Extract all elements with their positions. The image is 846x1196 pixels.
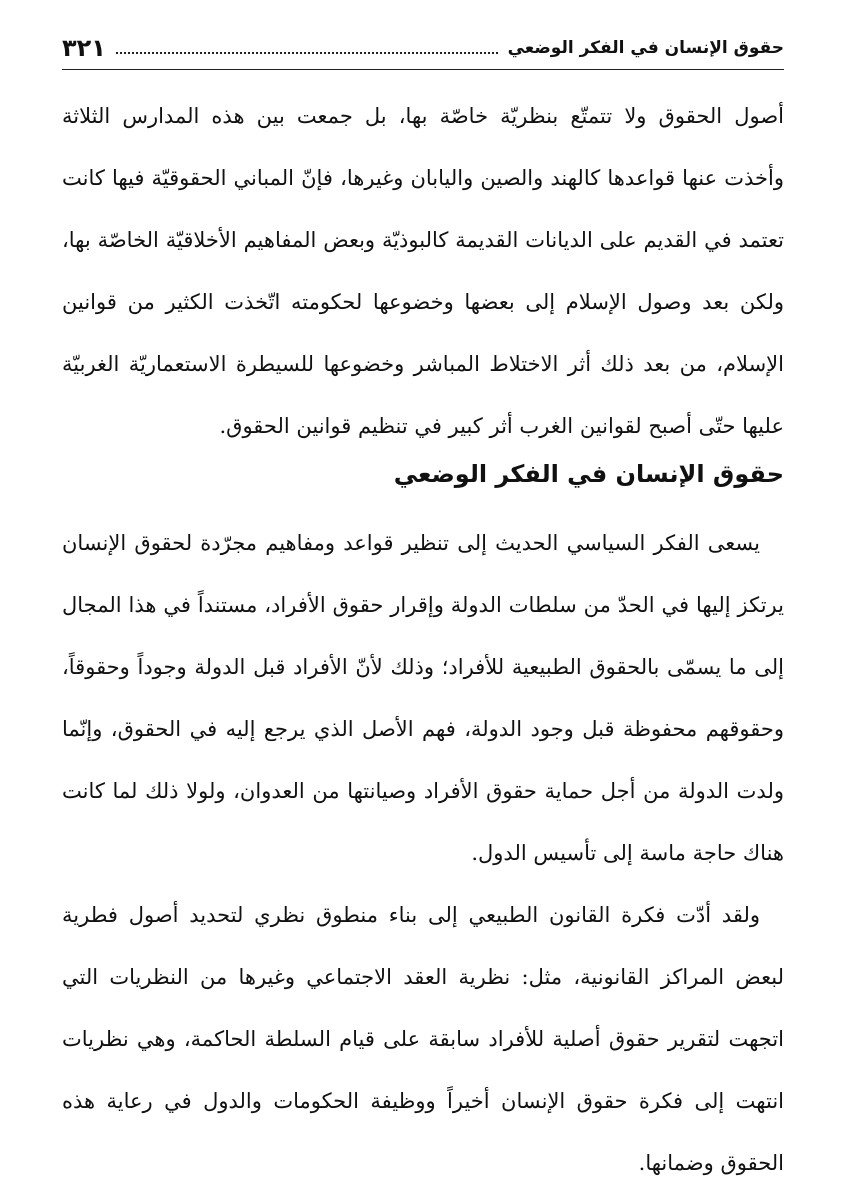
header-rule bbox=[62, 69, 784, 70]
section-text-block bbox=[62, 512, 784, 1194]
section-paragraph-1: يسعى الفكر السياسي الحديث إلى تنظير قواعد ومفاهيم مجرّدة لحقوق الإنسان يرتكز إليها في الحدّ من سلطات الدولة وإقرار حقوق الأفراد، مستنداً في هذا المجال إلى ما يسمّى بالحقوق الطبيعية للأفراد؛ وذلك لأنّ الأفراد قبل الدولة وجوداً وحقوقاً، وحقوقهم محفوظة قبل وجود الدولة، فهم الأصل الذي يرجع إليه في الحقوق، وإنّما ولدت الدولة من أجل حماية حقوق الأفراد وصيانتها من العدوان، ولولا ذلك لما كانت هناك حاجة ماسة إلى تأسيس الدول. bbox=[62, 531, 784, 865]
running-header-title: حقوق الإنسان في الفكر الوضعي bbox=[507, 38, 784, 58]
dotted-leader bbox=[116, 42, 498, 54]
page-number: ٣٢١ bbox=[62, 34, 106, 62]
paragraph-continued: أصول الحقوق ولا تتمتّع بنظريّة خاصّة بها، بل جمعت بين هذه المدارس الثلاثة وأخذت عنها قواعدها كالهند والصين واليابان وغيرها، فإنّ المباني الحقوقيّة فيها كانت تعتمد في القديم على الديانات القديمة كالبوذيّة وبعض المفاهيم الأخلاقيّة الخاصّة بها، ولكن بعد وصول الإسلام إلى بعضها وخضوعها لحكومته اتّخذت الكثير من قوانين الإسلام، من بعد ذلك أثر الاختلاط المباشر وخضوعها للسيطرة الاستعماريّة الغربيّة عليها حتّى أصبح لقوانين الغرب أثر كبير في تنظيم قوانين الحقوق. bbox=[62, 104, 784, 438]
running-header bbox=[62, 30, 784, 66]
section-heading: حقوق الإنسان في الفكر الوضعي bbox=[393, 460, 784, 488]
section-paragraph-2: ولقد أدّت فكرة القانون الطبيعي إلى بناء منطوق نظري لتحديد أصول فطرية لبعض المراكز القانونية، مثل: نظرية العقد الاجتماعي وغيرها من النظريات التي اتجهت لتقرير حقوق أصلية للأفراد سابقة على قيام السلطة الحاكمة، وهي نظريات انتهت إلى فكرة حقوق الإنسان أخيراً ووظيفة الحكومات والدول في رعاية هذه الحقوق وضمانها. bbox=[62, 903, 784, 1175]
continued-text-block bbox=[62, 85, 784, 457]
